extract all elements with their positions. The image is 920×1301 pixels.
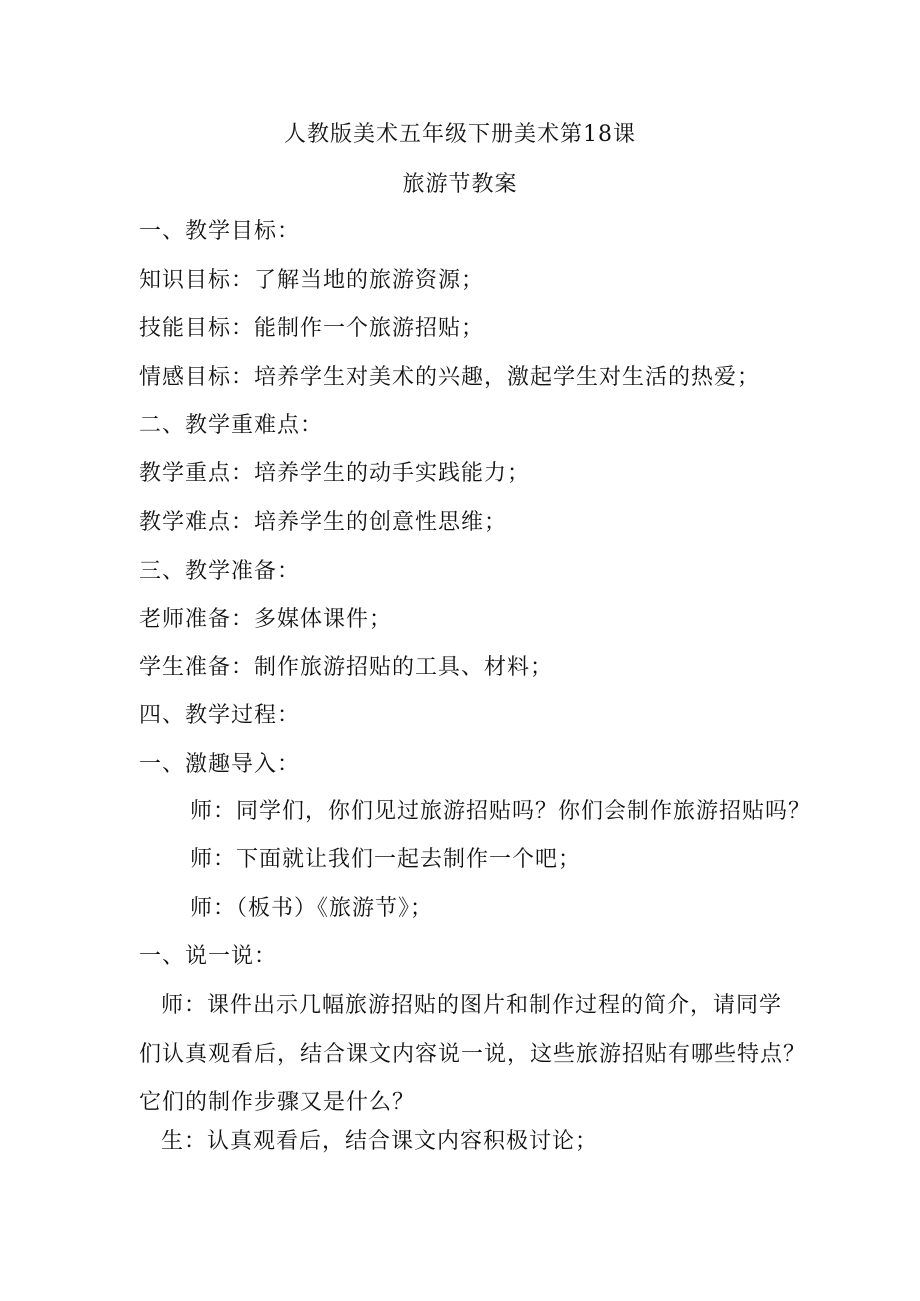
paragraph-difficult-point: 教学难点：培养学生的创意性思维； bbox=[139, 510, 508, 535]
paragraph-student-discussion: 生：认真观看后，结合课文内容积极讨论； bbox=[161, 1129, 599, 1154]
section-heading-process: 四、教学过程： bbox=[139, 703, 301, 728]
paragraph-teacher-courseware-end: 它们的制作步骤又是什么？ bbox=[139, 1090, 416, 1115]
paragraph-student-preparation: 学生准备：制作旅游招贴的工具、材料； bbox=[139, 655, 554, 680]
subsection-heading-discussion: 一、说一说： bbox=[139, 944, 278, 969]
paragraph-teacher-courseware: 师：课件出示几幅旅游招贴的图片和制作过程的简介，请同学 bbox=[161, 993, 783, 1018]
section-heading-key-points: 二、教学重难点： bbox=[139, 413, 324, 438]
section-heading-objectives: 一、教学目标： bbox=[139, 219, 301, 244]
paragraph-knowledge-objective: 知识目标：了解当地的旅游资源； bbox=[139, 268, 485, 293]
subsection-heading-introduction: 一、激趣导入： bbox=[139, 752, 301, 777]
paragraph-skill-objective: 技能目标：能制作一个旅游招贴； bbox=[139, 316, 485, 341]
paragraph-teacher-invite: 师：下面就让我们一起去制作一个吧； bbox=[190, 847, 582, 872]
paragraph-teacher-question: 师：同学们，你们见过旅游招贴吗？你们会制作旅游招贴吗？ bbox=[190, 799, 812, 824]
paragraph-teacher-preparation: 老师准备：多媒体课件； bbox=[139, 607, 393, 632]
paragraph-teacher-courseware-cont: 们认真观看后，结合课文内容说一说，这些旅游招贴有哪些特点？ bbox=[139, 1042, 807, 1067]
paragraph-emotion-objective: 情感目标：培养学生对美术的兴趣，激起学生对生活的热爱； bbox=[139, 365, 761, 390]
paragraph-key-point: 教学重点：培养学生的动手实践能力； bbox=[139, 461, 531, 486]
document-subtitle: 旅游节教案 bbox=[402, 172, 518, 197]
document-title: 人教版美术五年级下册美术第18课 bbox=[284, 122, 636, 147]
section-heading-preparation: 三、教学准备： bbox=[139, 559, 301, 584]
paragraph-teacher-blackboard: 师：（板书）《旅游节》； bbox=[190, 896, 434, 921]
